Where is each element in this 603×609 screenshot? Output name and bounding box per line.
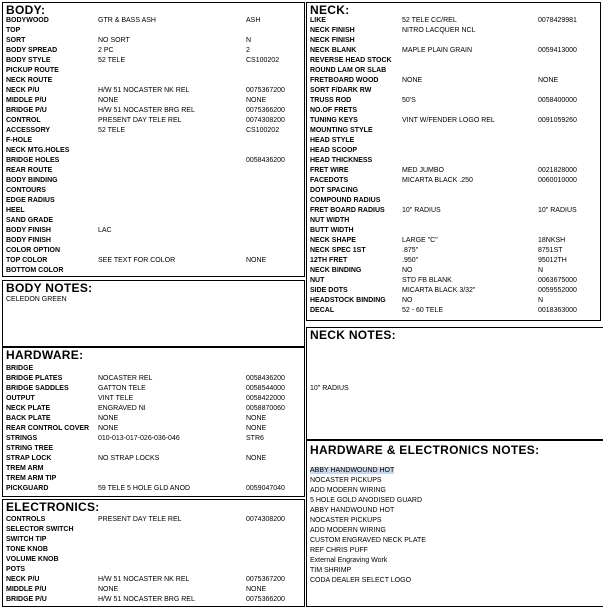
spec-label: DECAL — [310, 307, 335, 314]
spec-label: NO.OF FRETS — [310, 107, 358, 114]
spec-row — [310, 76, 600, 86]
spec-label: NECK FINISH — [310, 37, 355, 44]
spec-label: SWITCH TIP — [6, 536, 47, 543]
spec-row — [310, 236, 600, 246]
body-section — [2, 2, 305, 277]
spec-row — [6, 246, 304, 256]
spec-label: FRET WIRE — [310, 167, 349, 174]
spec-label: EDGE RADIUS — [6, 197, 55, 204]
spec-code: 2 — [246, 47, 250, 54]
spec-row — [310, 226, 600, 236]
spec-value: GATTON TELE — [98, 385, 146, 392]
spec-row — [310, 146, 600, 156]
spec-value: 52 TELE CC/REL — [402, 17, 457, 24]
spec-label: VOLUME KNOB — [6, 556, 59, 563]
spec-value: VINT W/FENDER LOGO REL — [402, 117, 495, 124]
spec-label: REAR CONTROL COVER — [6, 425, 90, 432]
spec-code: 95012TH — [538, 257, 567, 264]
spec-value: SEE TEXT FOR COLOR — [98, 257, 176, 264]
spec-row — [6, 16, 304, 26]
spec-value: NO SORT — [98, 37, 130, 44]
spec-row — [6, 384, 304, 394]
spec-row — [310, 136, 600, 146]
spec-row — [6, 434, 304, 444]
spec-row — [6, 575, 304, 585]
spec-row — [6, 136, 304, 146]
note-line: 5 HOLE GOLD ANODISED GUARD — [310, 497, 423, 504]
spec-label: STRINGS — [6, 435, 38, 442]
spec-row — [6, 256, 304, 266]
hardware-electronics-notes-section — [306, 440, 603, 607]
note-line: ABBY HANDWOUND HOT — [310, 507, 395, 514]
spec-value: MICARTA BLACK 3/32" — [402, 287, 476, 294]
spec-code: 0058544000 — [246, 385, 285, 392]
spec-code: 0074308200 — [246, 117, 285, 124]
spec-value: 52 - 60 TELE — [402, 307, 444, 314]
spec-row — [6, 66, 304, 76]
spec-label: STRAP LOCK — [6, 455, 52, 462]
spec-row — [310, 126, 600, 136]
body-notes-lines — [6, 295, 67, 305]
spec-row — [6, 56, 304, 66]
spec-label: BODY FINISH — [6, 237, 51, 244]
spec-value: 10" RADIUS — [402, 207, 441, 214]
hardware-electronics-notes-lines — [310, 466, 426, 586]
spec-code: 0021828000 — [538, 167, 577, 174]
spec-row — [6, 116, 304, 126]
spec-value: ENGRAVED NI — [98, 405, 146, 412]
spec-row — [310, 216, 600, 226]
spec-label: NECK BINDING — [310, 267, 362, 274]
spec-value: VINT TELE — [98, 395, 134, 402]
spec-label: PICKGUARD — [6, 485, 49, 492]
note-line: CUSTOM ENGRAVED NECK PLATE — [310, 537, 426, 544]
spec-label: ACCESSORY — [6, 127, 51, 134]
spec-row — [310, 26, 600, 36]
spec-label: TUNING KEYS — [310, 117, 358, 124]
hardware-electronics-notes-title: HARDWARE & ELECTRONICS NOTES: — [310, 443, 540, 457]
spec-value: H/W 51 NOCASTER NK REL — [98, 576, 190, 583]
spec-row — [6, 226, 304, 236]
spec-code: NONE — [246, 455, 267, 462]
spec-row — [6, 46, 304, 56]
spec-value: MED JUMBO — [402, 167, 444, 174]
electronics-section — [2, 499, 305, 607]
spec-value: 2 PC — [98, 47, 114, 54]
note-line: NOCASTER PICKUPS — [310, 517, 382, 524]
spec-label: MIDDLE P/U — [6, 586, 47, 593]
spec-value: LAC — [98, 227, 112, 234]
spec-label: 12TH FRET — [310, 257, 348, 264]
spec-row — [6, 106, 304, 116]
spec-row — [6, 474, 304, 484]
spec-label: HEAD THICKNESS — [310, 157, 373, 164]
spec-row — [6, 266, 304, 276]
spec-code: 0075367200 — [246, 576, 285, 583]
spec-label: TREM ARM TIP — [6, 475, 57, 482]
spec-code: 0063675000 — [538, 277, 577, 284]
spec-row — [6, 404, 304, 414]
spec-code: 18NKSH — [538, 237, 566, 244]
note-line: External Engraving Work — [310, 557, 388, 564]
spec-row — [310, 266, 600, 276]
spec-label: TRUSS ROD — [310, 97, 352, 104]
spec-value: 59 TELE 5 HOLE GLD ANOD — [98, 485, 191, 492]
spec-value: PRESENT DAY TELE REL — [98, 516, 182, 523]
spec-label: NECK FINISH — [310, 27, 355, 34]
spec-row — [310, 246, 600, 256]
spec-value: PRESENT DAY TELE REL — [98, 117, 182, 124]
spec-label: REVERSE HEAD STOCK — [310, 57, 392, 64]
spec-value: STD FB BLANK — [402, 277, 452, 284]
spec-label: DOT SPACING — [310, 187, 359, 194]
spec-code: NONE — [246, 257, 267, 264]
spec-row — [6, 454, 304, 464]
spec-row — [310, 116, 600, 126]
spec-label: REAR ROUTE — [6, 167, 53, 174]
spec-label: LIKE — [310, 17, 326, 24]
spec-label: TOP — [6, 27, 21, 34]
spec-row — [6, 414, 304, 424]
spec-label: SAND GRADE — [6, 217, 54, 224]
spec-label: PICKUP ROUTE — [6, 67, 59, 74]
spec-label: BRIDGE HOLES — [6, 157, 60, 164]
spec-code: 8751ST — [538, 247, 563, 254]
spec-code: 0059413000 — [538, 47, 577, 54]
spec-label: CONTROL — [6, 117, 41, 124]
spec-code: 0018363000 — [538, 307, 577, 314]
spec-label: NECK BLANK — [310, 47, 357, 54]
spec-label: BRIDGE P/U — [6, 107, 47, 114]
spec-label: BRIDGE P/U — [6, 596, 47, 603]
spec-label: F-HOLE — [6, 137, 33, 144]
spec-row — [6, 394, 304, 404]
spec-row — [6, 464, 304, 474]
spec-value: GTR & BASS ASH — [98, 17, 156, 24]
spec-row — [310, 186, 600, 196]
spec-value: 52 TELE — [98, 57, 126, 64]
note-line: REF CHRIS PUFF — [310, 547, 368, 554]
spec-label: HEAD SCOOP — [310, 147, 358, 154]
spec-row — [310, 286, 600, 296]
spec-code: ASH — [246, 17, 261, 24]
spec-label: POTS — [6, 566, 26, 573]
spec-label: TOP COLOR — [6, 257, 48, 264]
spec-code: NONE — [538, 77, 559, 84]
note-line: ADD MODERN WIRING — [310, 487, 386, 494]
spec-row — [6, 126, 304, 136]
spec-value: H/W 51 NOCASTER BRG REL — [98, 596, 195, 603]
spec-row — [6, 364, 304, 374]
spec-row — [310, 176, 600, 186]
spec-row — [310, 156, 600, 166]
spec-code: NONE — [246, 586, 267, 593]
spec-row — [6, 525, 304, 535]
note-line: TIM SHRIMP — [310, 567, 352, 574]
spec-label: CONTROLS — [6, 516, 46, 523]
note-line: ADD MODERN WIRING — [310, 527, 386, 534]
body-section-title: BODY: — [6, 3, 46, 17]
spec-code: 0078429981 — [538, 17, 577, 24]
spec-row — [310, 296, 600, 306]
spec-code: N — [538, 267, 544, 274]
spec-value: NO — [402, 297, 413, 304]
spec-label: FRET BOARD RADIUS — [310, 207, 385, 214]
spec-label: BOTTOM COLOR — [6, 267, 64, 274]
neck-notes-section — [306, 327, 603, 440]
spec-value: NONE — [98, 425, 119, 432]
spec-label: SORT — [6, 37, 26, 44]
spec-row — [6, 535, 304, 545]
spec-code: STR6 — [246, 435, 264, 442]
spec-code: 0058436200 — [246, 375, 285, 382]
spec-row — [6, 585, 304, 595]
spec-row — [6, 595, 304, 605]
spec-code: CS100202 — [246, 127, 280, 134]
spec-value: .875" — [402, 247, 419, 254]
spec-row — [6, 76, 304, 86]
spec-label: HEEL — [6, 207, 25, 214]
spec-row — [310, 306, 600, 316]
spec-label: NECK P/U — [6, 87, 40, 94]
spec-label: STRING TREE — [6, 445, 54, 452]
spec-row — [6, 36, 304, 46]
spec-value: LARGE "C" — [402, 237, 438, 244]
spec-code: CS100202 — [246, 57, 280, 64]
spec-label: MOUNTING STYLE — [310, 127, 373, 134]
spec-label: BRIDGE SADDLES — [6, 385, 69, 392]
spec-row — [310, 166, 600, 176]
spec-label: NECK SHAPE — [310, 237, 356, 244]
hardware-section — [2, 347, 305, 497]
spec-code: NONE — [246, 97, 267, 104]
spec-code: NONE — [246, 425, 267, 432]
spec-code: 0059047040 — [246, 485, 285, 492]
spec-row — [310, 36, 600, 46]
body-notes-title: BODY NOTES: — [6, 281, 93, 295]
spec-row — [6, 374, 304, 384]
spec-value: NONE — [402, 77, 423, 84]
spec-label: SELECTOR SWITCH — [6, 526, 74, 533]
spec-code: NONE — [246, 415, 267, 422]
spec-code: 0058870060 — [246, 405, 285, 412]
spec-label: NECK P/U — [6, 576, 40, 583]
spec-row — [6, 545, 304, 555]
spec-code: N — [538, 297, 544, 304]
spec-row — [310, 86, 600, 96]
spec-value: NITRO LACQUER NCL — [402, 27, 476, 34]
spec-row — [310, 96, 600, 106]
spec-code: 10" RADIUS — [538, 207, 577, 214]
note-line: NOCASTER PICKUPS — [310, 477, 382, 484]
spec-code: 0091059260 — [538, 117, 577, 124]
spec-label: COLOR OPTION — [6, 247, 61, 254]
spec-label: BUTT WIDTH — [310, 227, 354, 234]
neck-notes-title: NECK NOTES: — [310, 328, 396, 342]
spec-label: BACK PLATE — [6, 415, 51, 422]
spec-code: 0059552000 — [538, 287, 577, 294]
spec-label: ROUND LAM OR SLAB — [310, 67, 387, 74]
spec-row — [310, 256, 600, 266]
spec-label: HEADSTOCK BINDING — [310, 297, 386, 304]
spec-code: 0075366200 — [246, 596, 285, 603]
spec-label: NUT WIDTH — [310, 217, 350, 224]
spec-label: BRIDGE PLATES — [6, 375, 63, 382]
note-line: CELEDON GREEN — [6, 296, 67, 303]
spec-row — [310, 16, 600, 26]
spec-value: 010-013-017-026-036-046 — [98, 435, 180, 442]
spec-row — [310, 206, 600, 216]
spec-label: BODY FINISH — [6, 227, 51, 234]
spec-value: NOCASTER REL — [98, 375, 153, 382]
spec-label: BODY SPREAD — [6, 47, 58, 54]
spec-row — [6, 156, 304, 166]
spec-row — [310, 106, 600, 116]
spec-label: SIDE DOTS — [310, 287, 348, 294]
spec-value: .950" — [402, 257, 419, 264]
neck-section-title: NECK: — [310, 3, 350, 17]
spec-row — [6, 206, 304, 216]
spec-label: MIDDLE P/U — [6, 97, 47, 104]
neck-section — [306, 2, 601, 321]
spec-row — [6, 176, 304, 186]
spec-row — [6, 424, 304, 434]
spec-label: NECK PLATE — [6, 405, 51, 412]
spec-value: H/W 51 NOCASTER BRG REL — [98, 107, 195, 114]
spec-row — [6, 565, 304, 575]
spec-row — [6, 146, 304, 156]
spec-row — [6, 196, 304, 206]
spec-value: H/W 51 NOCASTER NK REL — [98, 87, 190, 94]
spec-label: FRETBOARD WOOD — [310, 77, 379, 84]
spec-row — [310, 66, 600, 76]
spec-row — [6, 216, 304, 226]
spec-row — [310, 56, 600, 66]
spec-code: 0058436200 — [246, 157, 285, 164]
spec-code: 0074308200 — [246, 516, 285, 523]
spec-row — [6, 166, 304, 176]
spec-row — [6, 96, 304, 106]
spec-code: 0058422000 — [246, 395, 285, 402]
spec-row — [6, 236, 304, 246]
note-line: ABBY HANDWOUND HOT — [310, 467, 395, 474]
neck-spec-table — [310, 16, 600, 316]
body-notes-section — [2, 280, 305, 347]
spec-label: NUT — [310, 277, 325, 284]
spec-row — [6, 555, 304, 565]
spec-row — [6, 186, 304, 196]
spec-code: 0060010000 — [538, 177, 577, 184]
spec-value: 50'S — [402, 97, 416, 104]
spec-row — [6, 444, 304, 454]
spec-code: N — [246, 37, 252, 44]
spec-label: NECK SPEC 1ST — [310, 247, 366, 254]
spec-code: 0075367200 — [246, 87, 285, 94]
spec-label: NECK ROUTE — [6, 77, 53, 84]
spec-label: FACEDOTS — [310, 177, 349, 184]
spec-row — [310, 196, 600, 206]
electronics-section-title: ELECTRONICS: — [6, 500, 100, 514]
spec-label: TONE KNOB — [6, 546, 48, 553]
spec-value: NONE — [98, 97, 119, 104]
spec-value: NO — [402, 267, 413, 274]
spec-label: BODY STYLE — [6, 57, 51, 64]
spec-row — [6, 26, 304, 36]
spec-value: MAPLE PLAIN GRAIN — [402, 47, 473, 54]
spec-row — [6, 484, 304, 494]
spec-label: NECK MTG.HOLES — [6, 147, 70, 154]
neck-notes-lines — [310, 384, 349, 394]
hardware-section-title: HARDWARE: — [6, 348, 84, 362]
spec-value: NONE — [98, 586, 119, 593]
spec-label: SORT F/DARK RW — [310, 87, 372, 94]
spec-label: BODY BINDING — [6, 177, 58, 184]
electronics-spec-table — [6, 515, 304, 605]
spec-row — [310, 276, 600, 286]
spec-value: NONE — [98, 415, 119, 422]
spec-label: CONTOURS — [6, 187, 46, 194]
spec-label: BRIDGE — [6, 365, 34, 372]
spec-value: NO STRAP LOCKS — [98, 455, 160, 462]
spec-value: MICARTA BLACK .250 — [402, 177, 473, 184]
note-line: 10" RADIUS — [310, 385, 349, 392]
spec-row — [6, 86, 304, 96]
spec-value: 52 TELE — [98, 127, 126, 134]
spec-label: COMPOUND RADIUS — [310, 197, 381, 204]
spec-row — [6, 515, 304, 525]
spec-code: 0075366200 — [246, 107, 285, 114]
spec-label: OUTPUT — [6, 395, 35, 402]
hardware-spec-table — [6, 364, 304, 494]
body-spec-table — [6, 16, 304, 276]
spec-label: TREM ARM — [6, 465, 44, 472]
note-line: CODA DEALER SELECT LOGO — [310, 577, 412, 584]
spec-label: BODYWOOD — [6, 17, 49, 24]
spec-row — [310, 46, 600, 56]
spec-label: HEAD STYLE — [310, 137, 355, 144]
spec-code: 0058400000 — [538, 97, 577, 104]
